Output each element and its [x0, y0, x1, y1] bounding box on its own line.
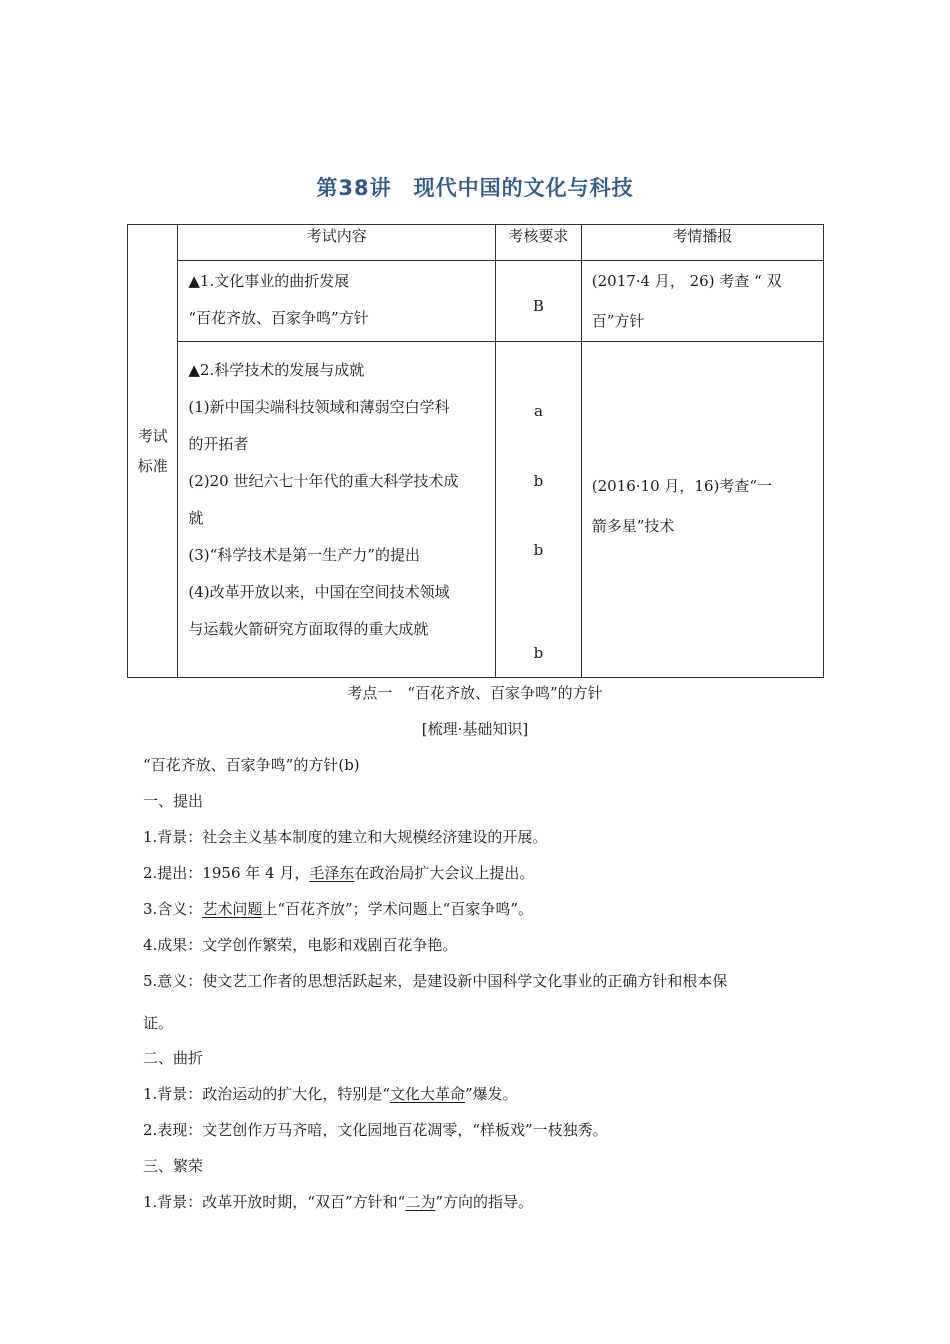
table-row — [128, 261, 824, 342]
text-span: ”爆发。 — [465, 1085, 518, 1103]
row2-info — [581, 342, 823, 678]
row1-info-line: 百”方针 — [591, 312, 645, 330]
side-label-line-2: 标准 — [137, 457, 168, 475]
underlined-answer: 二为 — [405, 1193, 436, 1211]
text-span: ”方向的指导。 — [435, 1193, 534, 1211]
text-span: 1.背景：改革开放时期，“双百”方针和“ — [143, 1193, 406, 1211]
part1-title: 一、提出 — [143, 792, 204, 810]
part1-item-2 — [143, 862, 534, 883]
row2-content-line: (3)“科学技术是第一生产力”的提出 — [188, 546, 420, 564]
side-label-line-1: 考试 — [137, 427, 168, 445]
part2-item-2: 2.表现：文艺创作万马齐喑，文化园地百花凋零，“样板戏”一枝独秀。 — [143, 1121, 608, 1139]
underlined-answer: 文化大革命 — [389, 1085, 465, 1103]
row2-content-line: 与运载火箭研究方面取得的重大成就 — [188, 620, 429, 638]
requirement-level: b — [533, 644, 544, 662]
part2-item-1 — [143, 1083, 518, 1104]
requirement-level: a — [533, 402, 543, 420]
row1-content-line: ▲1.文化事业的曲折发展 — [188, 272, 350, 290]
header-requirement: 考核要求 — [496, 225, 582, 261]
row2-levels — [496, 342, 582, 678]
part2-title: 二、曲折 — [143, 1049, 204, 1067]
underlined-answer: 毛泽东 — [309, 864, 355, 882]
part1-item-3 — [143, 898, 533, 919]
requirement-level: B — [532, 297, 544, 315]
part3-title: 三、繁荣 — [143, 1157, 204, 1175]
row2-info-line: (2016·10 月，16)考查“一 — [591, 476, 773, 495]
table-header-row — [128, 225, 824, 261]
part1-item-5-line-1: 5.意义：使文艺工作者的思想活跃起来，是建设新中国科学文化事业的正确方针和根本保 — [143, 972, 728, 990]
text-span: 在政治局扩大会议上提出。 — [354, 864, 535, 882]
part3-item-1 — [143, 1191, 533, 1212]
row2-content-line: (4)改革开放以来，中国在空间技术领域 — [188, 583, 450, 601]
row2-content — [178, 342, 496, 678]
section-heading: 考点一 “百花齐放、百家争鸣”的方针 — [347, 684, 603, 702]
topic-line: “百花齐放、百家争鸣”的方针(b) — [143, 756, 360, 774]
table-row — [128, 342, 824, 678]
row2-content-line: (2)20 世纪六七十年代的重大科学技术成 — [188, 472, 459, 490]
row1-content — [178, 261, 496, 342]
part1-item-4: 4.成果：文学创作繁荣，电影和戏剧百花争艳。 — [143, 936, 458, 954]
page-title: 第38讲 现代中国的文化与科技 — [316, 176, 634, 200]
header-exam-content: 考试内容 — [178, 225, 496, 261]
section-subheading: [梳理·基础知识] — [421, 720, 529, 738]
text-span: 2.提出：1956 年 4 月， — [143, 864, 310, 882]
row1-level — [496, 261, 582, 342]
text-span: 3.含义： — [143, 900, 203, 918]
row1-info — [581, 261, 823, 342]
row1-info-line: (2017·4 月， 26) 考查 “ 双 — [591, 272, 782, 290]
requirement-level: b — [533, 541, 544, 559]
exam-standard-table — [127, 224, 824, 678]
row2-content-line: 的开拓者 — [188, 435, 249, 453]
row2-content-line: 就 — [188, 509, 204, 527]
exam-standard-label — [128, 225, 178, 678]
row2-info-line: 箭多星”技术 — [591, 516, 675, 535]
text-span: 上“百花齐放”；学术问题上“百家争鸣”。 — [262, 900, 534, 918]
part1-item-1: 1.背景：社会主义基本制度的建立和大规模经济建设的开展。 — [143, 828, 548, 846]
part1-item-5-line-2: 证。 — [143, 1014, 174, 1032]
underlined-answer: 艺术问题 — [202, 900, 263, 918]
row2-content-line: (1)新中国尖端科技领域和薄弱空白学科 — [188, 398, 450, 416]
row1-content-line: “百花齐放、百家争鸣”方针 — [188, 309, 369, 327]
requirement-level: b — [533, 472, 544, 490]
row2-content-line: ▲2.科学技术的发展与成就 — [188, 361, 365, 379]
header-exam-info: 考情播报 — [581, 225, 823, 261]
text-span: 1.背景：政治运动的扩大化，特别是“ — [143, 1085, 390, 1103]
